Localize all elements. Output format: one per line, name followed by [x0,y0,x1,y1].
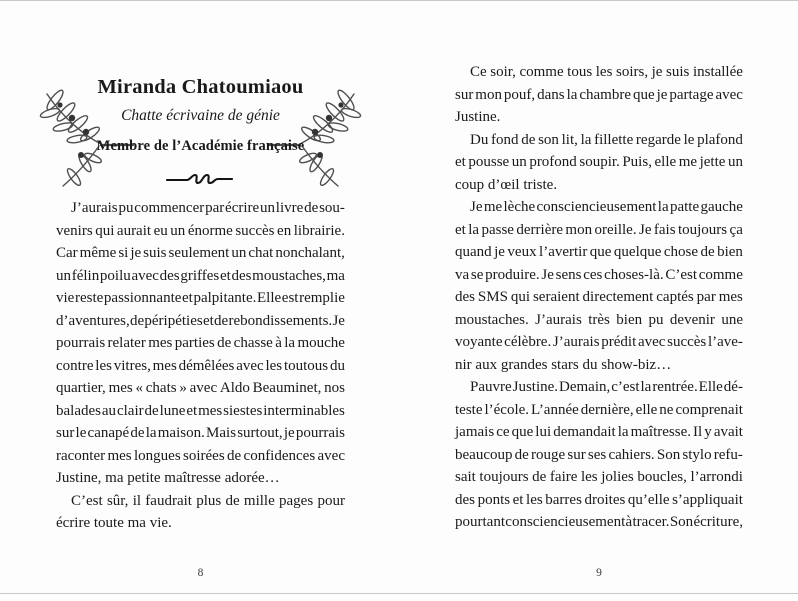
left-page-number: 8 [197,567,204,579]
text-line: venirs qui aurait eu un énorme succès en librairie. [56,222,345,239]
author-subtitle: Chatte écrivaine de génie [121,107,280,124]
text-line: des ponts et les barres droites qu’elle s’appliquait [455,491,743,508]
text-line: Car même si je suis seulement un chat nonchalant, [56,245,345,261]
chapter-header [56,77,345,154]
text-line: beaucoup de rouge sur ses cahiers. Son stylo refu- [455,446,743,463]
author-affiliation: Membre de l’Académie française [96,138,305,154]
text-line: et la passe derrière mon oreille. Je fais toujours ça [455,221,743,238]
text-line: moustaches. J’aurais très bien pu devenir une [455,311,743,328]
text-line: jamais ce que lui demandait la maîtresse. Il y avait [455,424,743,440]
text-line: balades au clair de lune et mes siestes interminables [56,402,345,419]
text-line: quand je veux l’avertir que quelque chose de bien [455,244,743,260]
text-line: voyante célèbre. J’aurais prédit avec succès l’ave- [455,334,743,350]
text-line: Justine. [455,109,501,125]
text-line: Ce soir, comme tous les soirs, je suis installée [470,64,743,80]
text-line: quartier, mes « chats » avec Aldo Beauminet, nos [56,380,345,396]
text-line: pourrais relater mes parties de chasse à la mouche [56,335,345,351]
text-line: va se produire. Je sens ces choses-là. C’est comme [455,266,743,283]
text-line: nir aux grandes stars du show-biz… [455,356,672,373]
left-page-body [56,197,345,535]
text-line: sur mon pouf, dans la chambre que je partage avec [455,86,743,103]
scribble-divider-icon [166,172,233,186]
text-line: Pauvre Justine. Demain, c’est la rentrée. Elle dé- [470,379,743,395]
text-line: d’aventures, de péripéties et de rebondissements. Je [56,312,345,329]
text-line: et pousse un profond soupir. Puis, elle me jette un [455,154,743,170]
author-name: Miranda Chatoumiaou [97,76,304,98]
text-line: coup d’œil triste. [455,176,558,193]
text-line: C’est sûr, il faudrait plus de mille pages pour [71,492,345,509]
text-line: J’aurais pu commencer par écrire un livre de sou- [71,200,345,216]
text-line: Je me lèche consciencieusement la patte gauche [470,199,743,215]
text-line: un félin poilu avec des griffes et des moustaches, ma [56,267,345,284]
text-line: vie reste passionnante et palpitante. Elle est remplie [56,290,345,306]
right-page-number: 9 [596,567,602,579]
text-line: contre les vitres, mes démêlées avec les toutous du [56,357,345,374]
text-line: teste l’école. L’année dernière, elle ne comprenait [455,401,743,418]
book-page-right [399,0,798,601]
text-line: pourtant consciencieusement à tracer. Son écriture, [455,514,743,530]
text-line: écrire toute ma vie. [56,515,172,531]
text-line: Du fond de son lit, la fillette regarde le plafond [470,131,743,148]
text-line: Justine, ma petite maîtresse adorée… [56,470,280,486]
text-line: raconter mes longues soirées de confidences avec [56,447,345,464]
bottom-edge-line [0,593,798,594]
text-line: sur le canapé de la maison. Mais surtout, je pourrais [56,425,345,441]
text-line: des SMS qui seraient directement captés par mes [455,289,743,305]
right-page-body [455,61,743,534]
text-line: sait toujours de faire les jolies boucles, l’arrondi [455,469,743,485]
